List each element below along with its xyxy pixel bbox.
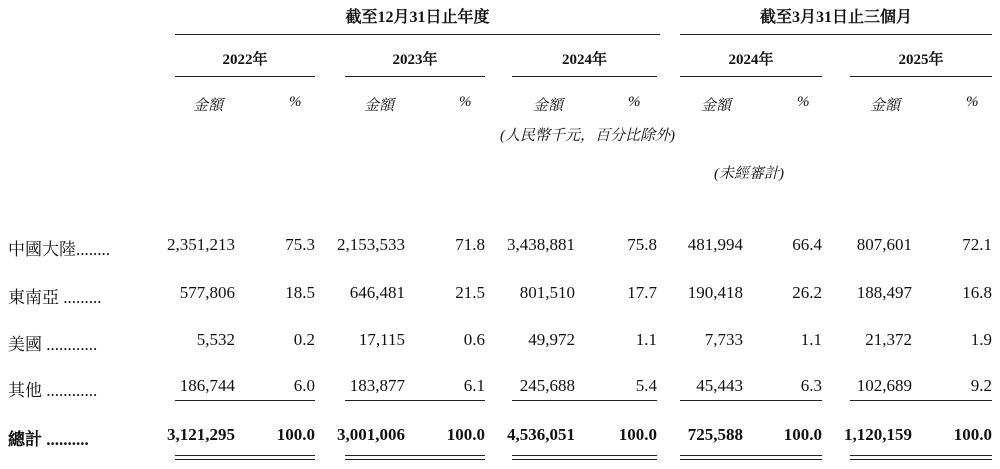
amount-cell: 807,601 [856, 235, 912, 254]
percent-cell: 100.0 [446, 425, 485, 444]
amount-cell: 190,418 [687, 283, 743, 302]
percent-cell: 71.8 [455, 235, 485, 254]
unit-note: (人民幣千元，百分比除外) [500, 128, 675, 144]
percent-label: % [289, 94, 302, 110]
percent-cell: 6.0 [293, 376, 315, 395]
header-year-end: 截至12月31日止年度 [345, 9, 490, 26]
subtotal-rule [175, 400, 315, 401]
subtotal-rule [345, 400, 485, 401]
percent-label: % [459, 94, 472, 110]
subtotal-rule [680, 400, 822, 401]
total-double-rule [345, 455, 485, 460]
amount-cell: 186,744 [179, 376, 235, 395]
year-rule-2023 [345, 76, 485, 77]
percent-cell: 100.0 [953, 425, 992, 444]
percent-cell: 100.0 [276, 425, 315, 444]
total-double-rule [680, 455, 822, 460]
percent-cell: 1.1 [635, 330, 657, 349]
amount-cell: 2,351,213 [167, 235, 235, 254]
amount-cell: 3,121,295 [167, 425, 235, 444]
amount-cell: 646,481 [349, 283, 405, 302]
row-label: 其他 ............ [8, 381, 98, 400]
amount-cell: 45,443 [696, 376, 743, 395]
amount-cell: 725,588 [687, 425, 743, 444]
percent-cell: 26.2 [792, 283, 822, 302]
amount-cell: 1,120,159 [844, 425, 912, 444]
year-header-2024-q1: 2024年 [728, 52, 774, 68]
amount-cell: 4,536,051 [507, 425, 575, 444]
total-double-rule [175, 455, 315, 460]
percent-cell: 5.4 [635, 376, 657, 395]
amount-cell: 245,688 [519, 376, 575, 395]
percent-cell: 21.5 [455, 283, 485, 302]
percent-label: % [966, 94, 979, 110]
amount-cell: 17,115 [358, 330, 405, 349]
percent-cell: 100.0 [618, 425, 657, 444]
amount-cell: 21,372 [865, 330, 912, 349]
header-year-end-rule [175, 34, 660, 35]
amount-cell: 7,733 [704, 330, 743, 349]
amount-cell: 3,438,881 [507, 235, 575, 254]
year-header-2023: 2023年 [392, 52, 438, 68]
percent-cell: 0.6 [463, 330, 485, 349]
amount-label: 金額 [364, 98, 395, 114]
percent-cell: 1.9 [970, 330, 992, 349]
year-header-2022: 2022年 [222, 52, 268, 68]
amount-label: 金額 [193, 98, 224, 114]
row-label: 美國 ............ [8, 335, 98, 354]
amount-cell: 183,877 [349, 376, 405, 395]
row-label: 東南亞 ......... [8, 288, 102, 307]
header-quarter: 截至3月31日止三個月 [759, 9, 912, 26]
percent-cell: 18.5 [285, 283, 315, 302]
percent-cell: 6.1 [463, 376, 485, 395]
percent-cell: 100.0 [783, 425, 822, 444]
amount-label: 金額 [533, 98, 564, 114]
subtotal-rule [512, 400, 657, 401]
year-rule-2024 [512, 76, 657, 77]
percent-cell: 66.4 [792, 235, 822, 254]
percent-cell: 75.8 [627, 235, 657, 254]
year-rule-2025-q1 [850, 76, 992, 77]
header-quarter-rule [680, 34, 992, 35]
percent-cell: 0.2 [293, 330, 315, 349]
amount-label: 金額 [870, 98, 901, 114]
percent-label: % [628, 94, 641, 110]
year-rule-2022 [175, 76, 315, 77]
amount-cell: 5,532 [196, 330, 235, 349]
subtotal-rule [850, 400, 992, 401]
percent-cell: 6.3 [800, 376, 822, 395]
amount-cell: 102,689 [856, 376, 912, 395]
amount-label: 金額 [701, 98, 732, 114]
percent-cell: 16.8 [962, 283, 992, 302]
row-label: 中國大陸........ [8, 240, 110, 259]
amount-cell: 481,994 [687, 235, 743, 254]
percent-cell: 72.1 [962, 235, 992, 254]
year-header-2024: 2024年 [561, 52, 607, 68]
amount-cell: 3,001,006 [337, 425, 405, 444]
total-double-rule [512, 455, 657, 460]
unaudited-note: (未經審計) [714, 166, 784, 182]
percent-cell: 9.2 [970, 376, 992, 395]
amount-cell: 49,972 [528, 330, 575, 349]
amount-cell: 801,510 [519, 283, 575, 302]
amount-cell: 188,497 [856, 283, 912, 302]
amount-cell: 577,806 [179, 283, 235, 302]
total-double-rule [850, 455, 992, 460]
row-label: 總計 .......... [8, 430, 89, 449]
year-rule-2024-q1 [680, 76, 822, 77]
year-header-2025-q1: 2025年 [898, 52, 944, 68]
percent-cell: 75.3 [285, 235, 315, 254]
amount-cell: 2,153,533 [337, 235, 405, 254]
percent-label: % [797, 94, 810, 110]
percent-cell: 1.1 [800, 330, 822, 349]
percent-cell: 17.7 [627, 283, 657, 302]
